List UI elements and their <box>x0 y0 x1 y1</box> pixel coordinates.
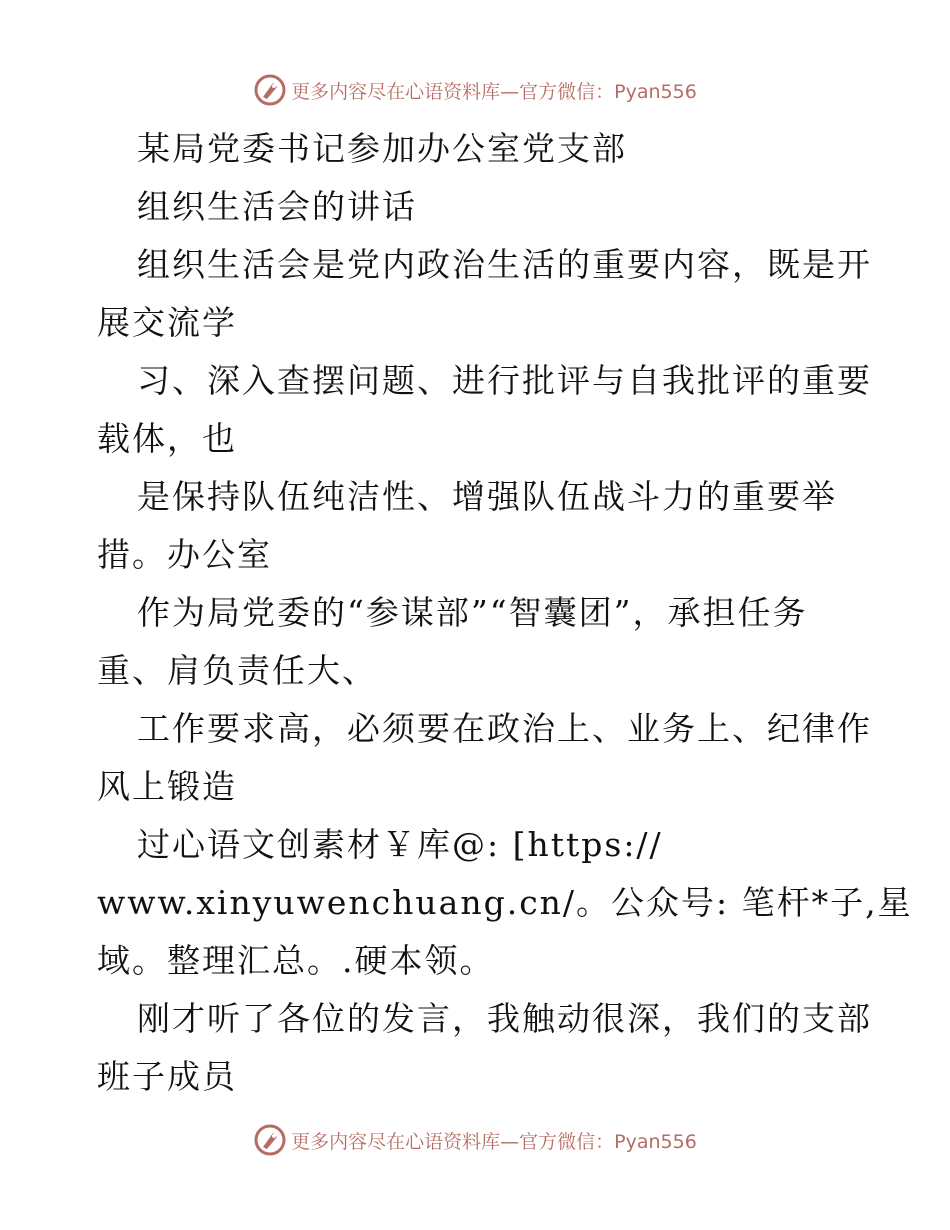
doc-line: www.xinyuwenchuang.cn/。公众号: 笔杆*子,星 <box>97 883 913 922</box>
document-body <box>97 120 913 1106</box>
doc-line: 域。整理汇总。.硬本领。 <box>97 941 495 980</box>
doc-line: 风上锻造 <box>97 767 237 806</box>
doc-line: 习、深入查摆问题、进行批评与自我批评的重要 <box>137 361 872 400</box>
header-watermark-text: 更多内容尽在心语资料库—官方微信：Pyan556 <box>291 80 697 103</box>
doc-line: 工作要求高，必须要在政治上、业务上、纪律作 <box>137 709 872 748</box>
pen-nib-icon <box>253 1123 287 1157</box>
doc-line: 组织生活会的讲话 <box>137 187 417 226</box>
footer-watermark-text: 更多内容尽在心语资料库—官方微信：Pyan556 <box>291 1130 697 1153</box>
footer-watermark <box>0 1120 950 1160</box>
doc-line: 载体，也 <box>97 419 237 458</box>
doc-line: 某局党委书记参加办公室党支部 <box>137 129 627 168</box>
header-watermark <box>0 70 950 110</box>
doc-line: 班子成员 <box>97 1057 237 1096</box>
doc-line: 过心语文创素材￥库@: [https:// <box>137 825 663 864</box>
doc-line: 作为局党委的“参谋部”“智囊团”，承担任务 <box>137 593 808 632</box>
doc-line: 重、肩负责任大、 <box>97 651 377 690</box>
doc-line: 措。办公室 <box>97 535 272 574</box>
doc-line: 是保持队伍纯洁性、增强队伍战斗力的重要举 <box>137 477 837 516</box>
doc-line: 刚才听了各位的发言，我触动很深，我们的支部 <box>137 999 872 1038</box>
pen-nib-icon <box>253 73 287 107</box>
doc-line: 展交流学 <box>97 303 237 342</box>
doc-line: 组织生活会是党内政治生活的重要内容，既是开 <box>137 245 872 284</box>
